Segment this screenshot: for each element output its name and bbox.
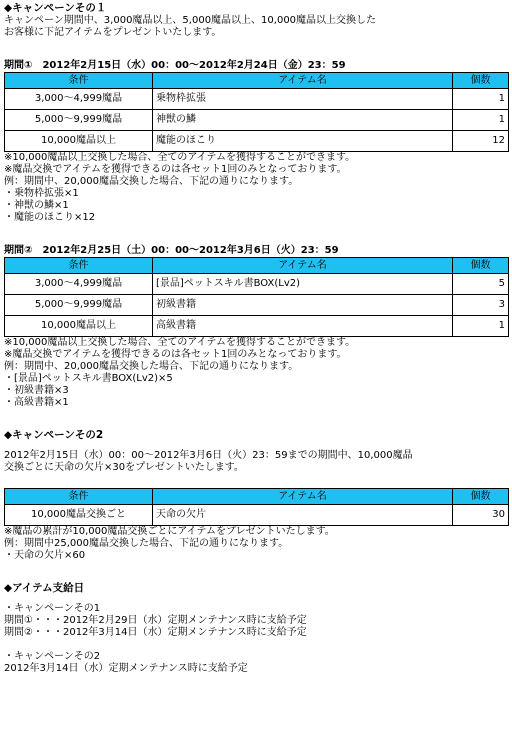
campaign1-intro-line: キャンペーン期間中、3,000魔晶以上、5,000魔晶以上、10,000魔晶以上交換した [4,15,377,26]
cell-condition: 5,000～9,999魔晶 [5,110,153,131]
table-header-row [5,73,509,89]
cell-item: 乗物枠拡張 [153,89,453,110]
campaign2-intro-line: 交換ごとに天命の欠片×30をプレゼントいたします。 [4,462,244,473]
campaign-document [4,2,508,675]
period1-table [4,72,509,152]
payout-title: ◆アイテム支給日 [4,582,85,594]
cell-item: 初級書籍 [153,295,453,316]
payout-line: 期間①・・・2012年2月29日（水）定期メンテナンス時に支給予定 [4,615,307,626]
table-row [5,295,509,316]
period1-note: ・乗物枠拡張×1 [4,188,79,199]
cell-item: 神獣の鱗 [153,110,453,131]
col-header-qty: 個数 [453,489,509,505]
col-header-item: アイテム名 [153,73,453,89]
table-header-row [5,489,509,505]
cell-qty: 1 [453,316,509,337]
campaign1-title: ◆キャンペーンその１ [4,2,107,14]
period1-note: ・魔能のほこり×12 [4,212,96,223]
cell-condition: 3,000～4,999魔晶 [5,274,153,295]
cell-item: 天命の欠片 [153,505,453,526]
payout-line: ・キャンペーンその2 [4,651,101,662]
payout-line: 2012年3月14日（水）定期メンテナンス時に支給予定 [4,663,248,674]
period2-note: ・高級書籍×1 [4,397,69,408]
table-row [5,316,509,337]
cell-qty: 3 [453,295,509,316]
col-header-condition: 条件 [5,489,153,505]
cell-condition: 10,000魔晶交換ごと [5,505,153,526]
period1-note: ※10,000魔晶以上交換した場合、全てのアイテムを獲得することができます。 [4,152,356,163]
table-row [5,110,509,131]
table-row [5,131,509,152]
table-row [5,505,509,526]
col-header-item: アイテム名 [153,489,453,505]
cell-condition: 5,000～9,999魔晶 [5,295,153,316]
cell-item: 魔能のほこり [153,131,453,152]
period1-label: 期間① 2012年2月15日（水）00：00～2012年2月24日（金）23：59 [4,60,346,71]
period2-note: ・初級書籍×3 [4,385,69,396]
table-row [5,89,509,110]
campaign2-note: ・天命の欠片×60 [4,550,86,561]
campaign2-note: 例：期間中25,000魔晶交換した場合、下記の通りになります。 [4,538,289,549]
cell-qty: 5 [453,274,509,295]
cell-condition: 10,000魔晶以上 [5,131,153,152]
period2-note: ※10,000魔晶以上交換した場合、全てのアイテムを獲得することができます。 [4,337,356,348]
table-row [5,274,509,295]
period2-note: 例：期間中、20,000魔晶交換した場合、下記の通りになります。 [4,361,299,372]
payout-line: ・キャンペーンその1 [4,603,101,614]
campaign2-title: ◆キャンペーンその2 [4,429,104,441]
cell-qty: 1 [453,89,509,110]
col-header-condition: 条件 [5,258,153,274]
cell-condition: 10,000魔晶以上 [5,316,153,337]
cell-qty: 30 [453,505,509,526]
period2-label: 期間② 2012年2月25日（土）00：00～2012年3月6日（火）23：59 [4,245,339,256]
col-header-item: アイテム名 [153,258,453,274]
period1-note: ※魔晶交換でアイテムを獲得できるのは各セット1回のみとなっております。 [4,164,347,175]
period2-table [4,257,509,337]
cell-item: 高級書籍 [153,316,453,337]
cell-condition: 3,000～4,999魔晶 [5,89,153,110]
campaign1-intro-line: お客様に下記アイテムをプレゼントいたします。 [4,27,222,38]
period1-note: ・神獣の鱗×1 [4,200,69,211]
cell-qty: 1 [453,110,509,131]
cell-qty: 12 [453,131,509,152]
campaign2-intro-line: 2012年2月15日（水）00：00～2012年3月6日（火）23：59までの期間中、10,000魔晶 [4,450,413,461]
cell-item: [景品]ペットスキル書BOX(Lv2) [153,274,453,295]
period2-note: ※魔晶交換でアイテムを獲得できるのは各セット1回のみとなっております。 [4,349,347,360]
campaign2-note: ※魔晶の累計が10,000魔晶交換ごとにアイテムをプレゼントいたします。 [4,526,335,537]
period2-note: ・[景品]ペットスキル書BOX(Lv2)×5 [4,373,173,384]
campaign2-table [4,488,509,526]
payout-line: 期間②・・・2012年3月14日（水）定期メンテナンス時に支給予定 [4,627,307,638]
col-header-condition: 条件 [5,73,153,89]
table-header-row [5,258,509,274]
col-header-qty: 個数 [453,258,509,274]
period1-note: 例：期間中、20,000魔晶交換した場合、下記の通りになります。 [4,176,299,187]
col-header-qty: 個数 [453,73,509,89]
